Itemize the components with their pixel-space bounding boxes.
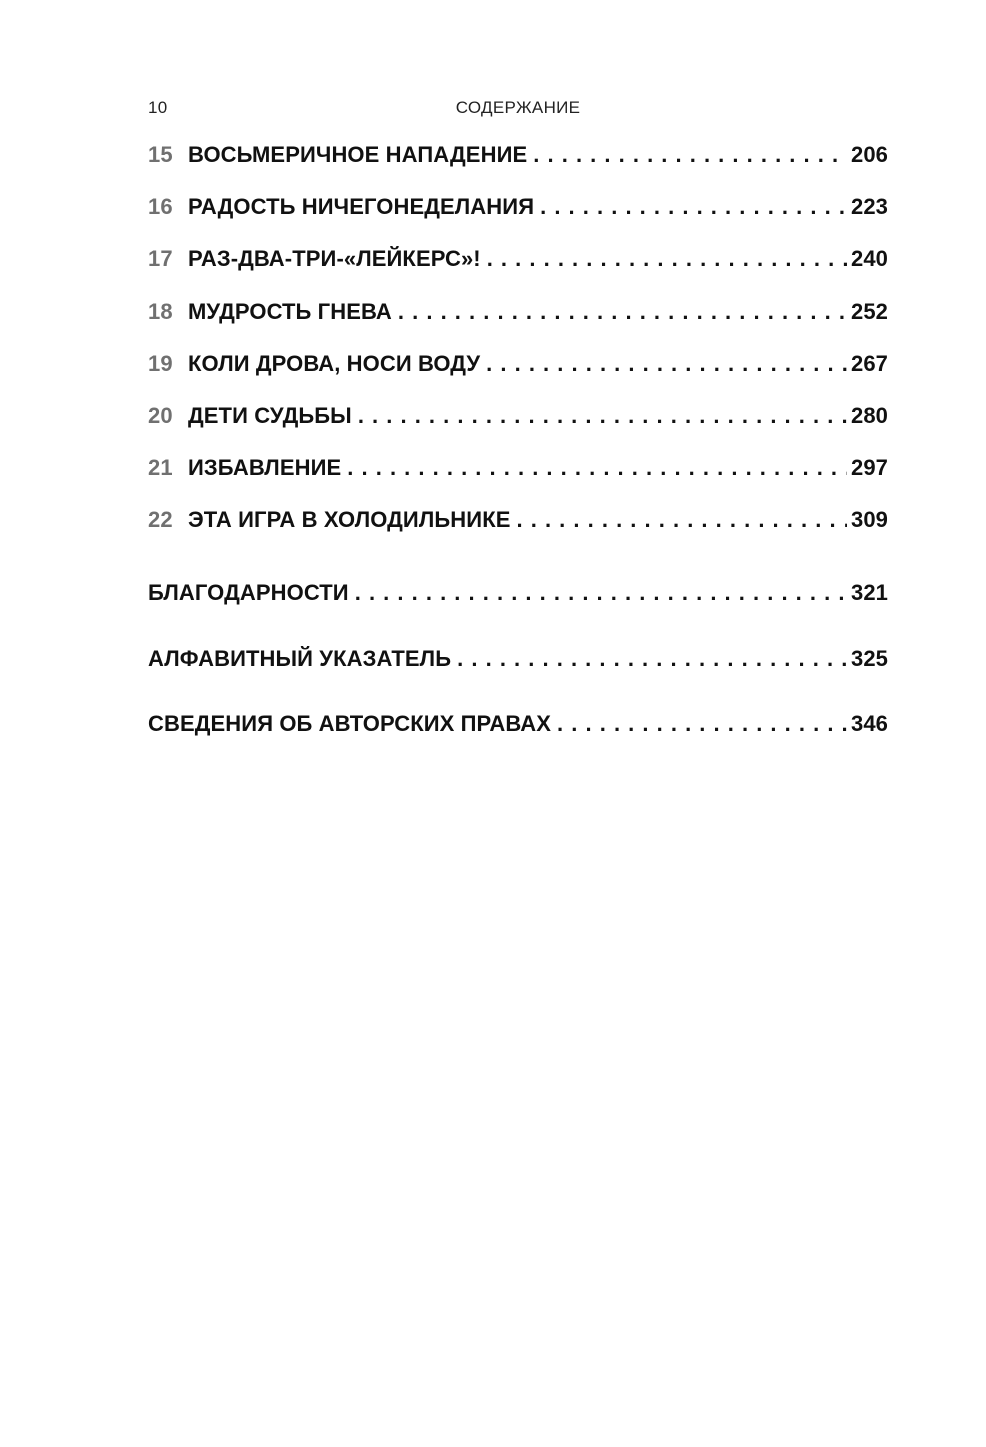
page-number: 10 [148, 98, 168, 117]
toc-entry-copyright[interactable] [148, 711, 888, 777]
chapter-title: РАДОСТЬ НИЧЕГОНЕДЕЛАНИЯ [188, 194, 540, 220]
dot-leader [486, 351, 847, 377]
chapter-number: 21 [148, 455, 173, 481]
backmatter-page: 321 [847, 580, 888, 606]
chapter-number: 22 [148, 507, 173, 533]
dot-leader [355, 580, 847, 606]
backmatter-title: АЛФАВИТНЫЙ УКАЗАТЕЛЬ [148, 646, 457, 672]
dot-leader [557, 711, 847, 737]
backmatter-page: 346 [847, 711, 888, 737]
chapter-number: 19 [148, 350, 173, 376]
toc-entry-chapter-20[interactable] [148, 403, 888, 455]
chapter-page: 267 [847, 351, 888, 377]
dot-leader [517, 507, 847, 533]
chapter-page: 309 [847, 507, 888, 533]
backmatter-list [148, 580, 888, 777]
dot-leader [398, 299, 847, 325]
dot-leader [533, 142, 847, 168]
toc-entry-chapter-22[interactable] [148, 507, 888, 559]
chapter-page: 223 [847, 194, 888, 220]
toc-entry-index[interactable] [148, 646, 888, 712]
toc-entry-acknowledgements[interactable] [148, 580, 888, 646]
toc-entry-chapter-18[interactable] [148, 299, 888, 351]
toc-entry-chapter-21[interactable] [148, 455, 888, 507]
dot-leader [358, 403, 847, 429]
chapter-page: 240 [847, 246, 888, 272]
dot-leader [540, 194, 847, 220]
chapter-number: 17 [148, 246, 173, 272]
running-head [148, 98, 888, 122]
chapter-page: 206 [847, 142, 888, 168]
chapter-page: 252 [847, 299, 888, 325]
chapter-title: ЭТА ИГРА В ХОЛОДИЛЬНИКЕ [188, 507, 517, 533]
dot-leader [457, 646, 847, 672]
chapter-number: 20 [148, 402, 173, 428]
toc-entry-chapter-15[interactable] [148, 142, 888, 194]
chapter-title: ДЕТИ СУДЬБЫ [188, 403, 358, 429]
dot-leader [347, 455, 847, 481]
chapter-title: ИЗБАВЛЕНИЕ [188, 455, 347, 481]
chapter-title: РАЗ-ДВА-ТРИ-«ЛЕЙКЕРС»! [188, 246, 487, 272]
backmatter-page: 325 [847, 646, 888, 672]
chapter-title: ВОСЬМЕРИЧНОЕ НАПАДЕНИЕ [188, 142, 533, 168]
chapter-title: КОЛИ ДРОВА, НОСИ ВОДУ [188, 351, 486, 377]
dot-leader [487, 246, 847, 272]
section-title: СОДЕРЖАНИЕ [455, 98, 581, 117]
backmatter-title: БЛАГОДАРНОСТИ [148, 580, 355, 606]
table-of-contents [148, 142, 888, 560]
chapter-number: 16 [148, 194, 173, 220]
toc-entry-chapter-19[interactable] [148, 351, 888, 403]
toc-entry-chapter-17[interactable] [148, 246, 888, 298]
chapter-number: 18 [148, 298, 173, 324]
chapter-page: 297 [847, 455, 888, 481]
toc-entry-chapter-16[interactable] [148, 194, 888, 246]
chapter-title: МУДРОСТЬ ГНЕВА [188, 299, 398, 325]
backmatter-title: СВЕДЕНИЯ ОБ АВТОРСКИХ ПРАВАХ [148, 711, 557, 737]
chapter-number: 15 [148, 142, 173, 167]
chapter-page: 280 [847, 403, 888, 429]
